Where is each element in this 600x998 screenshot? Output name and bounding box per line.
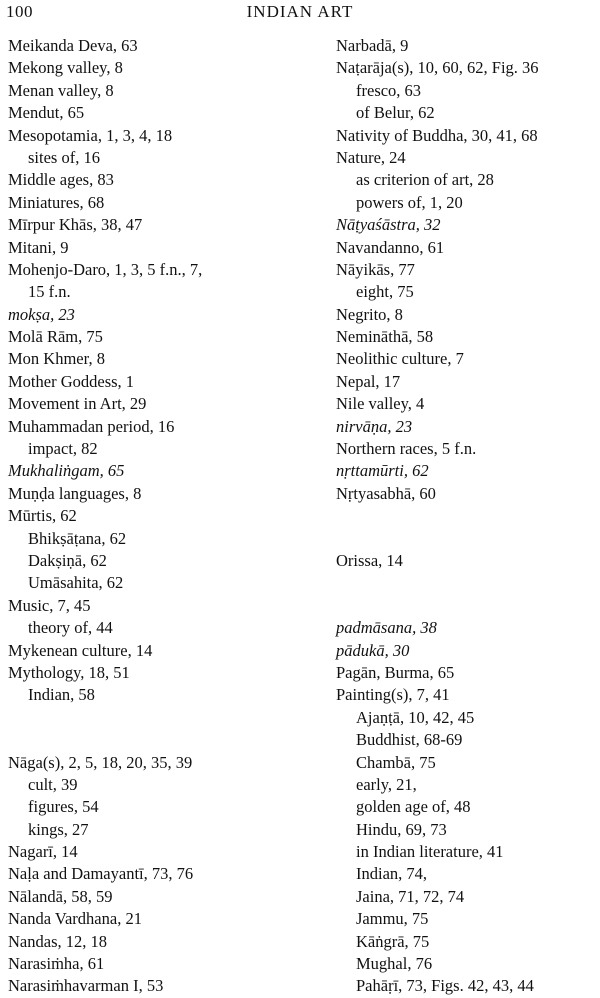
index-entry: Orissa, 14 bbox=[336, 550, 403, 570]
index-column-left bbox=[8, 35, 308, 998]
index-subentry: figures, 54 bbox=[28, 797, 99, 817]
index-entry: Meikanda Deva, 63 bbox=[8, 36, 138, 55]
index-subentry: Indian, 58 bbox=[28, 685, 95, 705]
index-entry: Middle ages, 83 bbox=[8, 170, 114, 190]
index-entry: Mythology, 18, 51 bbox=[8, 662, 130, 682]
index-entry: Navandanno, 61 bbox=[336, 237, 445, 257]
index-entry: Narasiṁhavarman I, 53 bbox=[8, 976, 164, 996]
index-subentry: Pahāṛī, 73, Figs. 42, 43, 44 bbox=[356, 976, 534, 996]
index-entry: Nāṭyaśāstra, 32 bbox=[336, 215, 441, 235]
index-entry: Nanda Vardhana, 21 bbox=[8, 909, 142, 929]
index-entry-continuation: 15 f.n. bbox=[28, 282, 71, 302]
index-gap bbox=[8, 729, 308, 751]
index-subentry: fresco, 63 bbox=[356, 80, 422, 100]
index-entry: Nativity of Buddha, 30, 41, 68 bbox=[336, 125, 538, 145]
index-gap bbox=[336, 572, 598, 594]
index-subentry: Bhikṣāṭana, 62 bbox=[28, 528, 127, 548]
index-entry: Mendut, 65 bbox=[8, 103, 85, 123]
index-entry: pādukā, 30 bbox=[336, 640, 410, 660]
index-subentry: Hindu, 69, 73 bbox=[356, 819, 447, 839]
index-entry: Nepal, 17 bbox=[336, 371, 401, 391]
index-entry: Nemināthā, 58 bbox=[336, 327, 434, 347]
index-subentry: Ajaṇṭā, 10, 42, 45 bbox=[356, 707, 475, 727]
index-entry: Narbadā, 9 bbox=[336, 36, 409, 55]
index-subentry: kings, 27 bbox=[28, 819, 89, 839]
index-subentry: Indian, 74, bbox=[356, 864, 428, 884]
index-entry: Music, 7, 45 bbox=[8, 595, 91, 615]
running-head: INDIAN ART bbox=[246, 2, 354, 21]
index-gap bbox=[336, 595, 598, 617]
index-entry: Negrito, 8 bbox=[336, 304, 403, 324]
index-entry: Muhammadan period, 16 bbox=[8, 416, 175, 436]
index-subentry: in Indian literature, 41 bbox=[356, 842, 504, 862]
index-entry: padmāsana, 38 bbox=[336, 618, 437, 638]
index-subentry: early, 21, bbox=[356, 774, 417, 794]
index-entry: Mīrpur Khās, 38, 47 bbox=[8, 215, 143, 235]
index-subentry: Umāsahita, 62 bbox=[28, 573, 124, 593]
index-entry: Pagān, Burma, 65 bbox=[336, 662, 455, 682]
index-entry: Mūrtis, 62 bbox=[8, 506, 77, 526]
page-number: 100 bbox=[6, 2, 33, 21]
index-entry: Nāyikās, 77 bbox=[336, 259, 415, 279]
index-entry: Mohenjo-Daro, 1, 3, 5 f.n., 7, bbox=[8, 259, 203, 279]
index-entry: Nāga(s), 2, 5, 18, 20, 35, 39 bbox=[8, 752, 193, 772]
index-entry: Narasiṁha, 61 bbox=[8, 954, 105, 974]
index-entry: Movement in Art, 29 bbox=[8, 394, 147, 414]
index-entry: Mon Khmer, 8 bbox=[8, 349, 105, 369]
index-entry: Miniatures, 68 bbox=[8, 192, 105, 212]
index-subentry: theory of, 44 bbox=[28, 618, 113, 638]
index-entry: Painting(s), 7, 41 bbox=[336, 685, 450, 705]
index-entry: nṛttamūrti, 62 bbox=[336, 461, 429, 481]
index-entry: Menan valley, 8 bbox=[8, 80, 114, 100]
index-entry: Nile valley, 4 bbox=[336, 394, 425, 414]
index-entry: Muṇḍa languages, 8 bbox=[8, 483, 142, 503]
index-entry: Naṭarāja(s), 10, 60, 62, Fig. 36 bbox=[336, 58, 539, 78]
index-entry: Nagarī, 14 bbox=[8, 842, 78, 862]
index-subentry: Buddhist, 68-69 bbox=[356, 730, 463, 750]
index-gap bbox=[336, 528, 598, 550]
index-entry: Mesopotamia, 1, 3, 4, 18 bbox=[8, 125, 173, 145]
index-entry: Mother Goddess, 1 bbox=[8, 371, 135, 391]
index-entry: Northern races, 5 f.n. bbox=[336, 439, 477, 459]
index-entry: Nṛtyasabhā, 60 bbox=[336, 483, 436, 503]
index-entry: Neolithic culture, 7 bbox=[336, 349, 464, 369]
index-entry: Mitani, 9 bbox=[8, 237, 69, 257]
index-entry: Nature, 24 bbox=[336, 147, 406, 167]
index-subentry: Jaina, 71, 72, 74 bbox=[356, 886, 465, 906]
index-column-right bbox=[336, 35, 598, 998]
index-subentry: golden age of, 48 bbox=[356, 797, 471, 817]
index-subentry: as criterion of art, 28 bbox=[356, 170, 494, 190]
index-entry: Mykenean culture, 14 bbox=[8, 640, 153, 660]
index-subentry: eight, 75 bbox=[356, 282, 414, 302]
page-header bbox=[0, 0, 600, 28]
index-entry: Mukhaliṅgam, 65 bbox=[8, 461, 125, 481]
index-entry: mokṣa, 23 bbox=[8, 304, 75, 324]
index-entry: Naḷa and Damayantī, 73, 76 bbox=[8, 864, 194, 884]
index-gap bbox=[336, 505, 598, 527]
index-entry: nirvāṇa, 23 bbox=[336, 416, 413, 436]
index-subentry: Kāṅgrā, 75 bbox=[356, 931, 430, 951]
index-subentry: impact, 82 bbox=[28, 439, 98, 459]
index-subentry: Jammu, 75 bbox=[356, 909, 429, 929]
index-subentry: Mughal, 76 bbox=[356, 954, 433, 974]
index-entry: Mekong valley, 8 bbox=[8, 58, 123, 78]
index-entry: Nandas, 12, 18 bbox=[8, 931, 107, 951]
index-subentry: of Belur, 62 bbox=[356, 103, 435, 123]
index-subentry: sites of, 16 bbox=[28, 147, 100, 167]
index-subentry: cult, 39 bbox=[28, 774, 78, 794]
index-subentry: Chambā, 75 bbox=[356, 752, 436, 772]
index-gap bbox=[8, 707, 308, 729]
index-subentry: powers of, 1, 20 bbox=[356, 192, 463, 212]
index-subentry: Dakṣiṇā, 62 bbox=[28, 550, 107, 570]
index-entry: Molā Rām, 75 bbox=[8, 327, 103, 347]
index-entry: Nālandā, 58, 59 bbox=[8, 886, 113, 906]
